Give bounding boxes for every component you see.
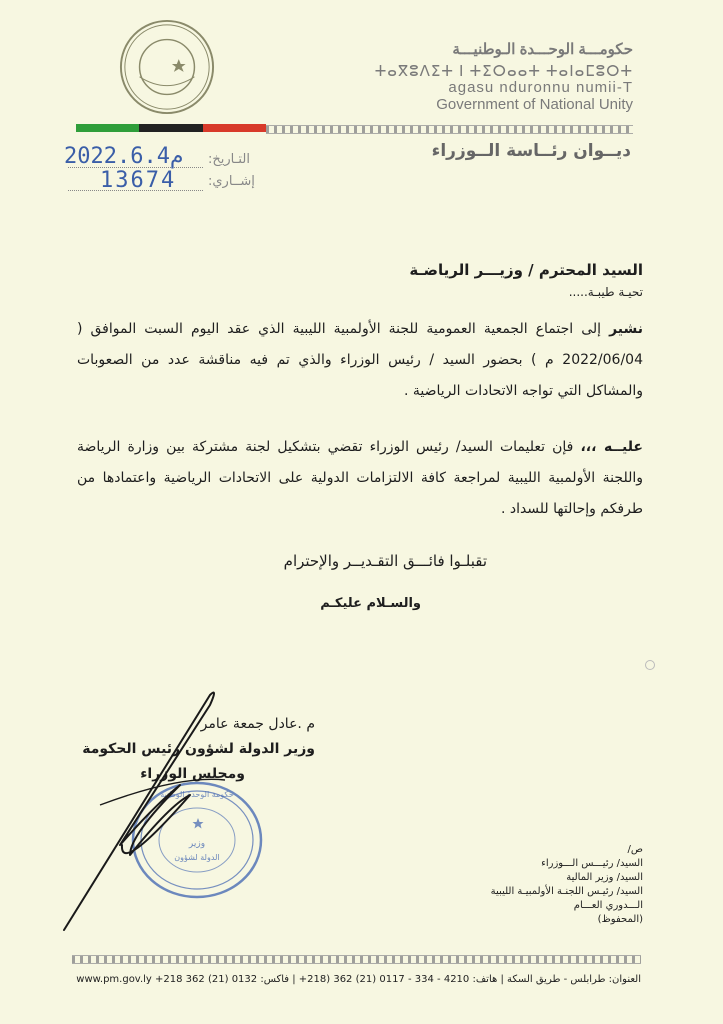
cc-item: الـــدوري العـــام: [573, 900, 643, 911]
flag-green-band: [76, 124, 139, 132]
paragraph-2: [77, 432, 643, 525]
cc-item: السيد/ رئيـس اللجنـة الأولمبيـة الليبية: [490, 886, 643, 897]
paragraph-1-lead: نشير: [609, 321, 643, 337]
cc-label: ص/: [627, 844, 643, 855]
flag-stripe: [76, 124, 266, 132]
paragraph-1-body: إلى اجتماع الجمعية العمومية للجنة الأولمبية الليبية الذي عقد اليوم السبت الموافق ( 2022/06/04 م ) بحضور السيد / رئيس الوزراء والذي تم فيه مناقشة عدد من الصعوبات والمشاكل التي تواجه الاتحادات الرياضية .: [77, 321, 643, 399]
signatory-title-2: ومجلس الوزراء: [140, 766, 245, 782]
cc-list: [491, 843, 643, 927]
footer-divider: [72, 955, 641, 964]
paper-mark: [645, 660, 655, 670]
paragraph-2-lead: عليــه ،،،: [580, 439, 643, 455]
reference-label: إشــاري:: [208, 174, 255, 189]
reference-handwritten: 13674: [100, 168, 177, 193]
stamp-center-1: وزير: [188, 839, 206, 849]
government-seal-top: [118, 18, 216, 116]
greeting: تحيـة طيبـة.....: [568, 285, 643, 299]
header-tifinagh-name: ⵜⴰⴳⵓⴷⵉⵜ ⵏ ⵜⵉⵔⴰⴰⵜ ⵜⴰⵏⴰⵎⵓⵔⵜ: [374, 63, 633, 80]
header-divider: [266, 125, 633, 134]
stamp-ring-text: حكومة الوحدة الوطنية: [160, 790, 234, 799]
header-english-name: Government of National Unity: [436, 96, 633, 113]
paragraph-1: [77, 314, 643, 407]
signatory-title-1: وزير الدولة لشؤون رئيس الحكومة: [82, 741, 315, 757]
stamp-center-2: الدولة لشؤون: [174, 853, 220, 862]
signatory-name: م .عادل جمعة عامر: [200, 716, 315, 732]
date-label: التـاريخ:: [208, 152, 250, 167]
header-arabic-name: حكومـــة الوحـــدة الـوطنيـــة: [452, 41, 633, 58]
cc-item: السيد/ وزير المالية: [566, 872, 643, 883]
office-title: ديــوان رئــاسة الــوزراء: [431, 141, 631, 161]
date-handwritten: 2022.6.4م: [64, 144, 184, 169]
cc-file: (المحفوظ): [597, 914, 643, 925]
header-berber-name: agasu nduronnu numii-T: [448, 79, 633, 96]
closing-line: تقبلـوا فائـــق التقـديــر والإحترام: [283, 552, 487, 570]
cc-item: السيد/ رئيـــس الـــوزراء: [541, 858, 643, 869]
addressee: السيد المحترم / وزيـــر الرياضـة: [409, 261, 643, 279]
flag-black-band: [139, 124, 202, 132]
flag-red-band: [203, 124, 266, 132]
paragraph-2-body: فإن تعليمات السيد/ رئيس الوزراء تقضي بتشكيل لجنة مشتركة بين وزارة الرياضة واللجنة الأولمبية الليبية لمراجعة كافة الالتزامات الدولية على الاتحادات الرياضية واعتمادها من طرفكم وإحالتها للسداد .: [77, 439, 643, 517]
handwritten-signature: [60, 685, 230, 935]
salutation: والسـلام عليكـم: [320, 596, 421, 611]
footer-address: العنوان: طرابلس - طريق السكة | هاتف: 4210 - 334 - 0117 (21) 362 (218+ | فاكس: 0132 (21) 362 218+ www.pm.gov.ly: [76, 974, 641, 985]
